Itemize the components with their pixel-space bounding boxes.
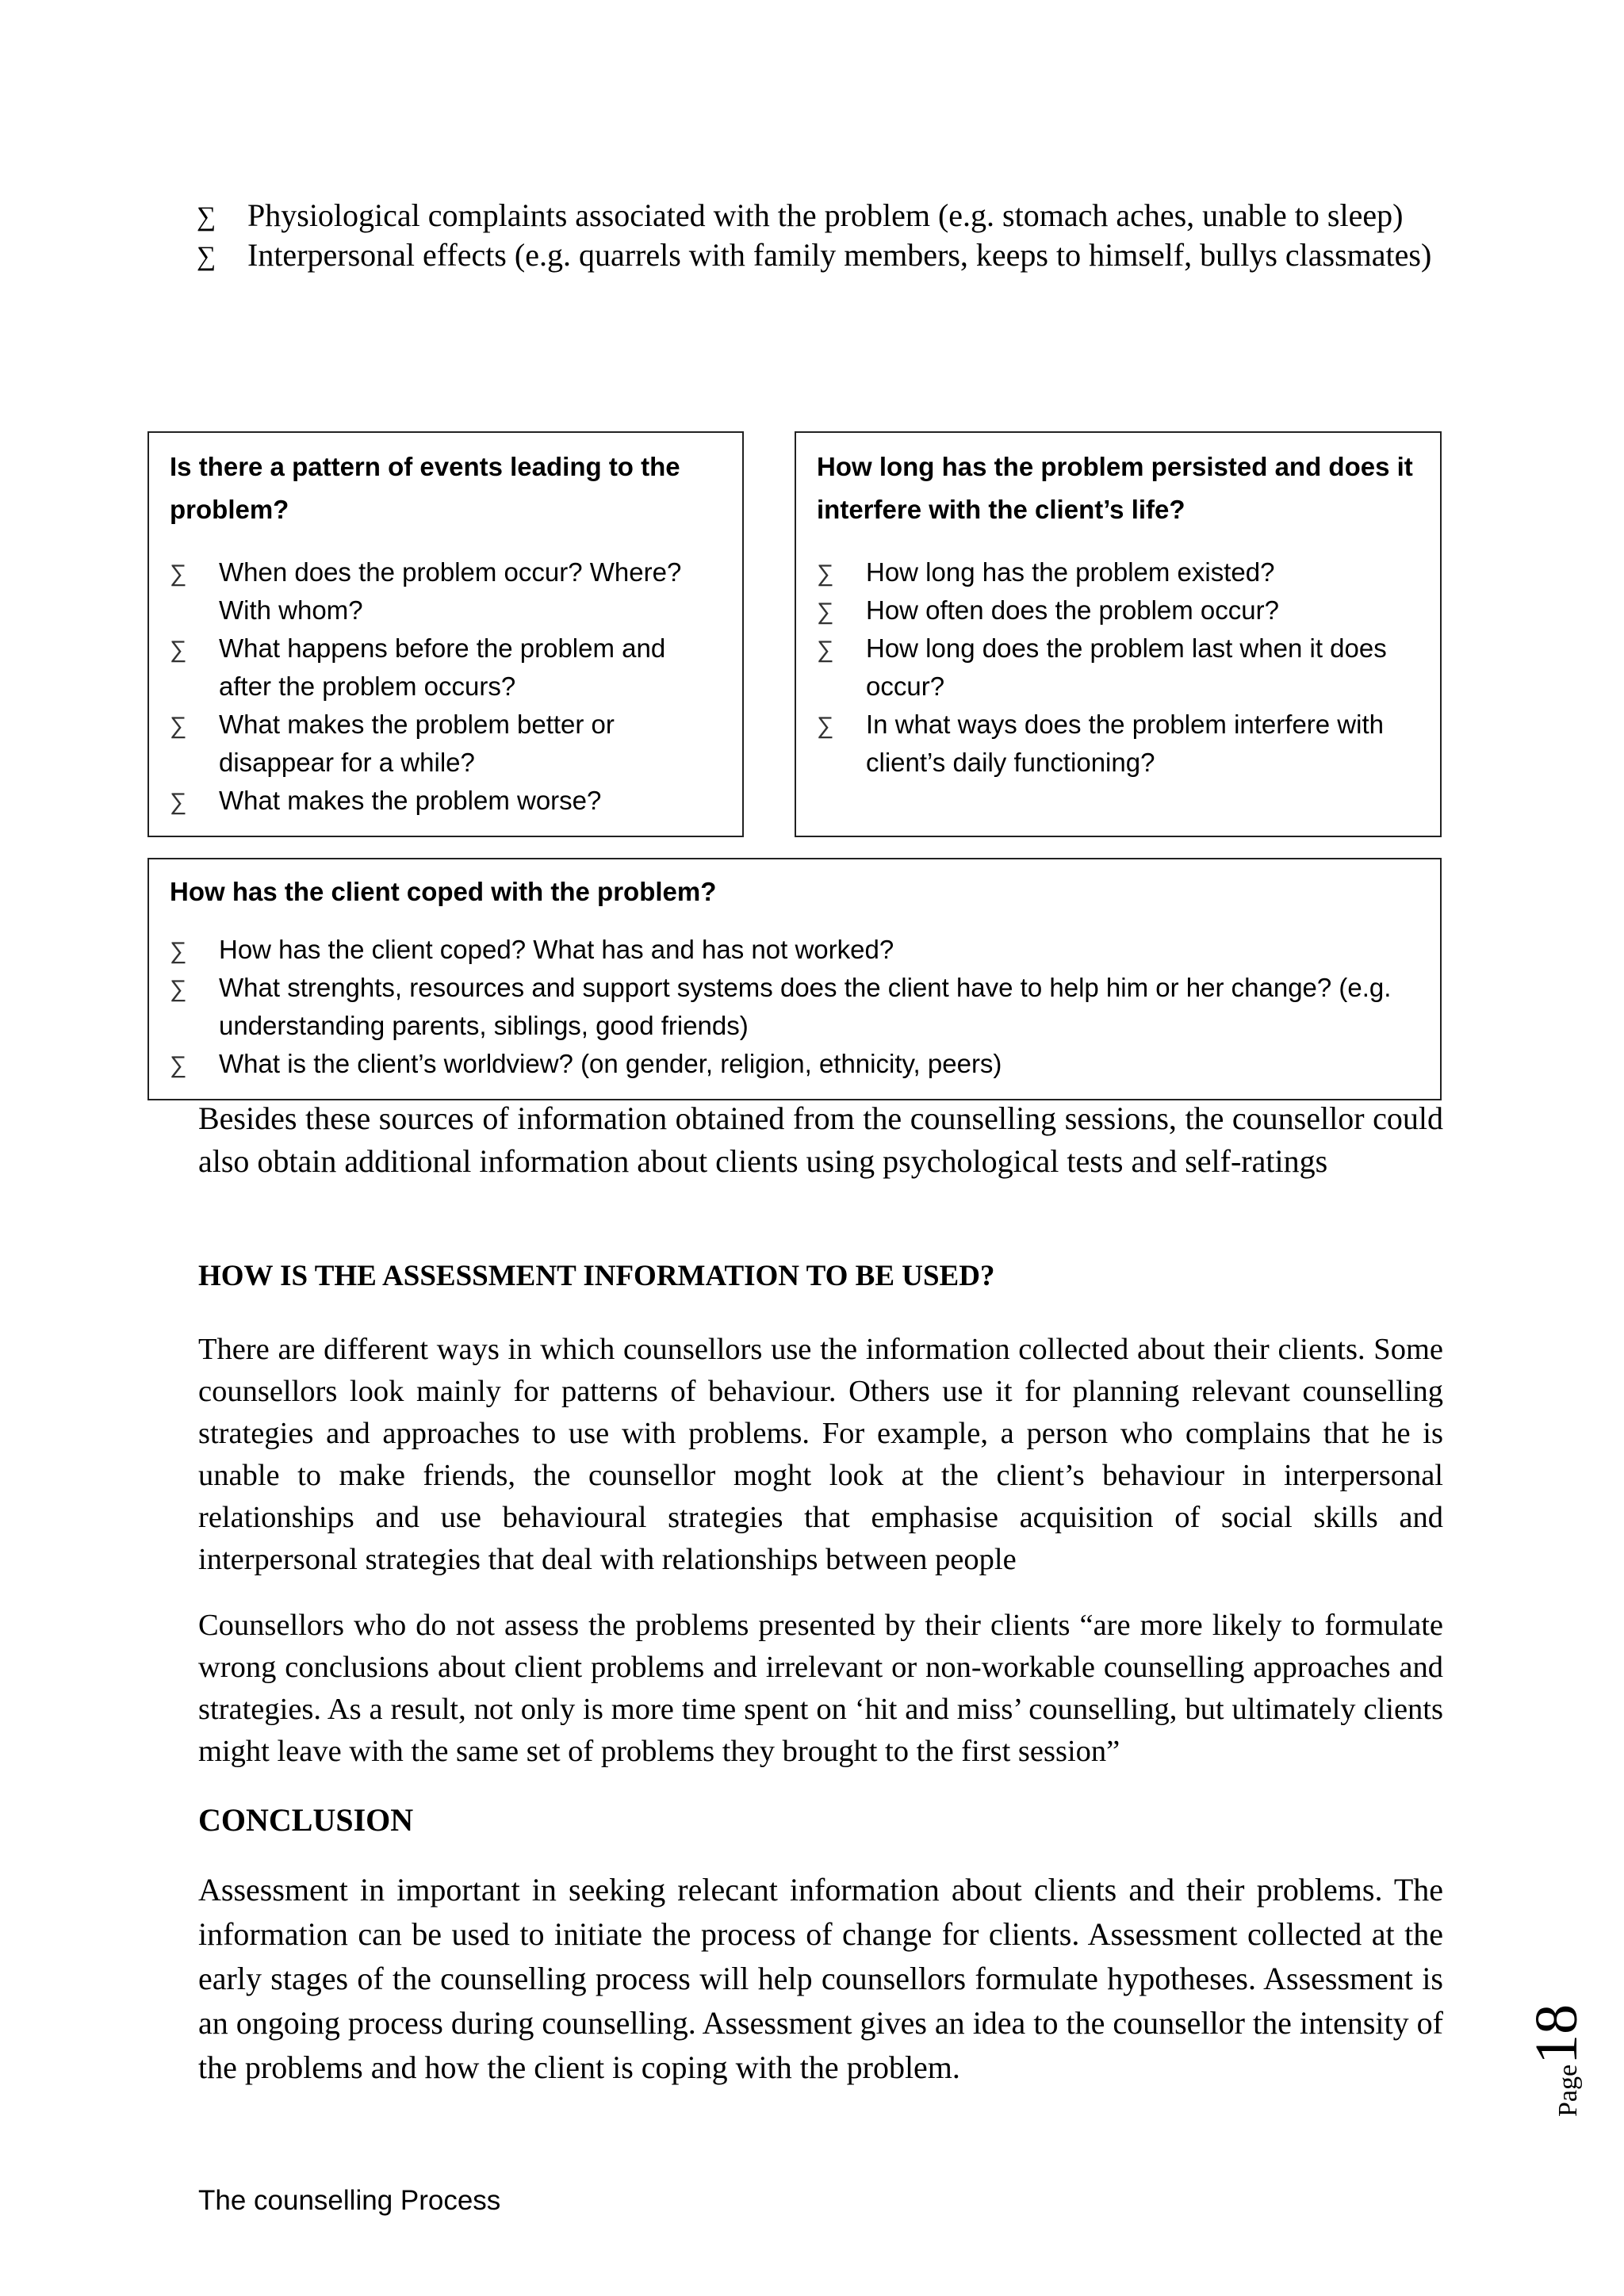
list-item xyxy=(817,591,1421,629)
page-number-value: 18 xyxy=(1523,2003,1590,2064)
list-item-text: How often does the problem occur? xyxy=(866,595,1279,625)
page-number xyxy=(1522,1990,1590,2117)
list-item-text: Interpersonal effects (e.g. quarrels with family members, keeps to himself, bullys classmates) xyxy=(247,237,1432,273)
paragraph-counsellors: Counsellors who do not assess the problems presented by their clients “are more likely to formulate wrong conclusions about client problems and irrelevant or non-workable counselling approaches and strategies. As a result, not only is more time spent on ‘hit and miss’ counselling, but ultimately clients might leave with the same set of problems they brought to the first session” xyxy=(198,1609,1443,1768)
bullet-icon: ∑ xyxy=(170,938,187,964)
bullet-icon: ∑ xyxy=(170,1052,187,1078)
bullet-icon: ∑ xyxy=(170,713,187,739)
list-item xyxy=(170,1045,1421,1083)
bullet-icon: ∑ xyxy=(817,599,834,625)
list-item-text: What is the client’s worldview? (on gender, religion, ethnicity, peers) xyxy=(219,1049,1002,1078)
list-item-text: How long has the problem existed? xyxy=(866,557,1275,587)
list-item xyxy=(170,553,723,629)
bullet-icon: ∑ xyxy=(170,976,187,1002)
list-item-text: How long does the problem last when it does occur? xyxy=(866,633,1387,701)
section-heading-conclusion: CONCLUSION xyxy=(198,1802,414,1838)
paragraph-sources: Besides these sources of information obtained from the counselling sessions, the counsellor could also obtain additional information about clients using psychological tests and self-ratings xyxy=(198,1100,1443,1179)
list-item-text: In what ways does the problem interfere with client’s daily functioning? xyxy=(866,710,1384,777)
bullet-icon: ∑ xyxy=(817,637,834,663)
list-item xyxy=(170,931,1421,969)
box-list xyxy=(170,931,1421,1083)
list-item-text: What strenghts, resources and support systems does the client have to help him or her change? (e.g. understanding parents, siblings, good friends) xyxy=(219,973,1392,1040)
bullet-icon: ∑ xyxy=(170,561,187,587)
list-item xyxy=(170,782,723,820)
list-item xyxy=(170,969,1421,1045)
bullet-icon: ∑ xyxy=(197,242,216,271)
pattern-of-events-box xyxy=(147,431,744,837)
list-item-text: Physiological complaints associated with the problem (e.g. stomach aches, unable to sleep) xyxy=(247,197,1404,233)
list-item xyxy=(170,706,723,782)
list-item xyxy=(817,706,1421,782)
top-bullet-list xyxy=(197,197,1443,276)
list-item xyxy=(197,197,1443,235)
box-title: Is there a pattern of events leading to the problem? xyxy=(170,452,680,524)
client-coping-box xyxy=(147,858,1442,1100)
section-heading-assessment-use: HOW IS THE ASSESSMENT INFORMATION TO BE USED? xyxy=(198,1260,995,1292)
list-item-text: How has the client coped? What has and has not worked? xyxy=(219,935,894,964)
list-item xyxy=(197,236,1443,274)
bullet-icon: ∑ xyxy=(197,202,216,232)
list-item-text: What happens before the problem and after the problem occurs? xyxy=(219,633,666,701)
bullet-icon: ∑ xyxy=(170,789,187,815)
list-item-text: When does the problem occur? Where? With whom? xyxy=(219,557,682,625)
paragraph-conclusion: Assessment in important in seeking relecant information about clients and their problems. The information can be used to initiate the process of change for clients. Assessment collected at the early stages of the counselling process will help counsellors formulate hypotheses. Assessment is an ongoing process during counselling. Assessment gives an idea to the counsellor the intensity of the problems and how the client is coping with the problem. xyxy=(198,1872,1443,2085)
list-item xyxy=(170,629,723,706)
paragraph-assessment-use: There are different ways in which counsellors use the information collected about their clients. Some counsellors look mainly for patterns of behaviour. Others use it for planning relevant counselling strategies and approaches to use with problems. For example, a person who complains that he is unable to make friends, the counsellor moght look at the client’s behaviour in interpersonal relationships and use behavioural strategies that emphasise acquisition of social skills and interpersonal strategies that deal with relationships between people xyxy=(198,1333,1443,1576)
box-list xyxy=(817,553,1421,782)
box-list xyxy=(170,553,723,820)
bullet-icon: ∑ xyxy=(170,637,187,663)
footer-title: The counselling Process xyxy=(198,2185,501,2216)
list-item xyxy=(817,553,1421,591)
list-item-text: What makes the problem worse? xyxy=(219,786,602,815)
list-item-text: What makes the problem better or disappear for a while? xyxy=(219,710,615,777)
bullet-icon: ∑ xyxy=(817,713,834,739)
page-label: Page xyxy=(1553,2064,1583,2117)
bullet-icon: ∑ xyxy=(817,561,834,587)
box-title: How has the client coped with the problem? xyxy=(170,877,717,906)
box-title: How long has the problem persisted and does it interfere with the client’s life? xyxy=(817,452,1413,524)
problem-duration-box xyxy=(795,431,1442,837)
list-item xyxy=(817,629,1421,706)
